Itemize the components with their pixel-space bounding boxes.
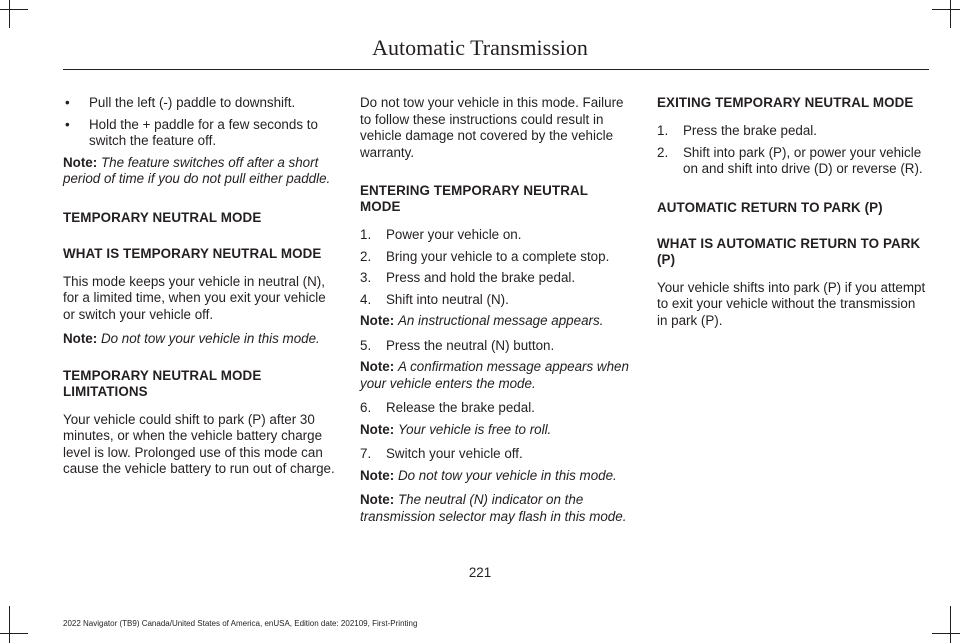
step-number: 1. (657, 123, 669, 138)
note (360, 313, 632, 330)
note (63, 331, 335, 348)
list-item-text: Pull the left (-) paddle to downshift. (89, 95, 296, 110)
section-heading: AUTOMATIC RETURN TO PARK (P) (657, 199, 883, 215)
note (360, 468, 632, 485)
step-number: 1. (360, 227, 372, 242)
note-label: Note: (63, 331, 98, 346)
steps-list (360, 400, 632, 417)
section-heading: TEMPORARY NEUTRAL MODE (63, 209, 262, 225)
subsection-heading: WHAT IS TEMPORARY NEUTRAL MODE (63, 245, 322, 261)
bullet-marker: • (65, 116, 70, 132)
crop-mark-top-right-horizontal (932, 9, 960, 10)
column-2 (360, 95, 632, 533)
step-number: 6. (360, 400, 372, 415)
title-divider (63, 69, 929, 70)
list-item-text: Release the brake pedal. (386, 400, 535, 415)
note-label: Note: (360, 421, 395, 437)
list-item-text: Switch your vehicle off. (386, 446, 523, 461)
step-number: 3. (360, 270, 372, 285)
note (63, 155, 335, 188)
paragraph: Do not tow your vehicle in this mode. Failure to follow these instructions could result in vehicle damage not covered by the vehicle warranty. (360, 95, 624, 160)
list-item (360, 292, 632, 309)
crop-mark-top-right-vertical (950, 0, 951, 28)
list-item (360, 249, 632, 266)
list-item-text: Press and hold the brake pedal. (386, 270, 576, 285)
note-label: Note: (360, 492, 395, 507)
crop-mark-top-left-vertical (9, 0, 10, 28)
list-item-text: Shift into neutral (N). (386, 291, 509, 307)
footer-edition-info: 2022 Navigator (TB9) Canada/United States of America, enUSA, Edition date: 202109, First-Printing (63, 619, 418, 628)
list-item (657, 145, 929, 178)
list-item-text: Power your vehicle on. (386, 227, 522, 242)
list-item-text: Shift into park (P), or power your vehicle on and shift into drive (D) or reverse (R). (683, 144, 923, 176)
note (360, 492, 632, 525)
page-title: Automatic Transmission (372, 35, 588, 60)
steps-list (360, 446, 632, 463)
page-number: 221 (468, 565, 492, 580)
bullet-list (63, 95, 335, 150)
list-item (360, 446, 632, 463)
list-item-text: Bring your vehicle to a complete stop. (386, 248, 610, 264)
list-item (360, 400, 632, 417)
list-item (63, 117, 335, 150)
step-number: 7. (360, 446, 372, 461)
list-item (360, 227, 632, 244)
note-text: Do not tow your vehicle in this mode. (397, 467, 617, 483)
step-number: 5. (360, 337, 372, 353)
list-item (360, 338, 632, 355)
subsection-heading: TEMPORARY NEUTRAL MODE LIMITATIONS (63, 367, 262, 399)
step-number: 2. (360, 248, 372, 264)
note-text: Do not tow your vehicle in this mode. (100, 331, 320, 346)
paragraph: Your vehicle shifts into park (P) if you attempt to exit your vehicle without the transmission in park (P). (657, 279, 926, 328)
bullet-marker: • (65, 95, 70, 110)
note-label: Note: (63, 154, 98, 170)
step-number: 4. (360, 291, 372, 307)
subsection-heading: EXITING TEMPORARY NEUTRAL MODE (657, 95, 914, 110)
step-number: 2. (657, 144, 669, 160)
steps-list (657, 123, 929, 178)
note-text: The feature switches off after a short period of time if you do not pull either paddle. (63, 154, 331, 186)
note-label: Note: (360, 359, 395, 374)
note-label: Note: (360, 467, 395, 483)
note-text: Your vehicle is free to roll. (397, 421, 552, 437)
paragraph: Your vehicle could shift to park (P) after 30 minutes, or when the vehicle battery charge level is low. Prolonged use of this mode can cause the vehicle battery to run out of charge. (63, 411, 335, 476)
list-item-text: Hold the + paddle for a few seconds to switch the feature off. (89, 116, 318, 148)
note (360, 422, 632, 439)
steps-list (360, 338, 632, 355)
list-item (657, 123, 929, 140)
note-label: Note: (360, 313, 395, 328)
list-item-text: Press the neutral (N) button. (386, 337, 555, 353)
subsection-heading: WHAT IS AUTOMATIC RETURN TO PARK (P) (657, 235, 921, 267)
note-text: A confirmation message appears when your vehicle enters the mode. (360, 359, 629, 391)
steps-list (360, 227, 632, 308)
crop-mark-bottom-right-vertical (950, 606, 951, 643)
list-item (63, 95, 335, 112)
crop-mark-bottom-left-horizontal (0, 633, 28, 634)
list-item (360, 270, 632, 287)
column-3 (657, 95, 929, 337)
crop-mark-bottom-left-vertical (9, 606, 10, 643)
subsection-heading: ENTERING TEMPORARY NEUTRAL MODE (360, 183, 588, 214)
note (360, 359, 632, 392)
note-text: The neutral (N) indicator on the transmission selector may flash in this mode. (360, 492, 627, 524)
list-item-text: Press the brake pedal. (683, 123, 817, 138)
crop-mark-bottom-right-horizontal (932, 633, 960, 634)
crop-mark-top-left-horizontal (0, 9, 28, 10)
note-text: An instructional message appears. (397, 313, 604, 328)
paragraph: This mode keeps your vehicle in neutral (N), for a limited time, when you exit your vehicle or switch your vehicle off. (63, 273, 326, 322)
column-1 (63, 95, 335, 486)
